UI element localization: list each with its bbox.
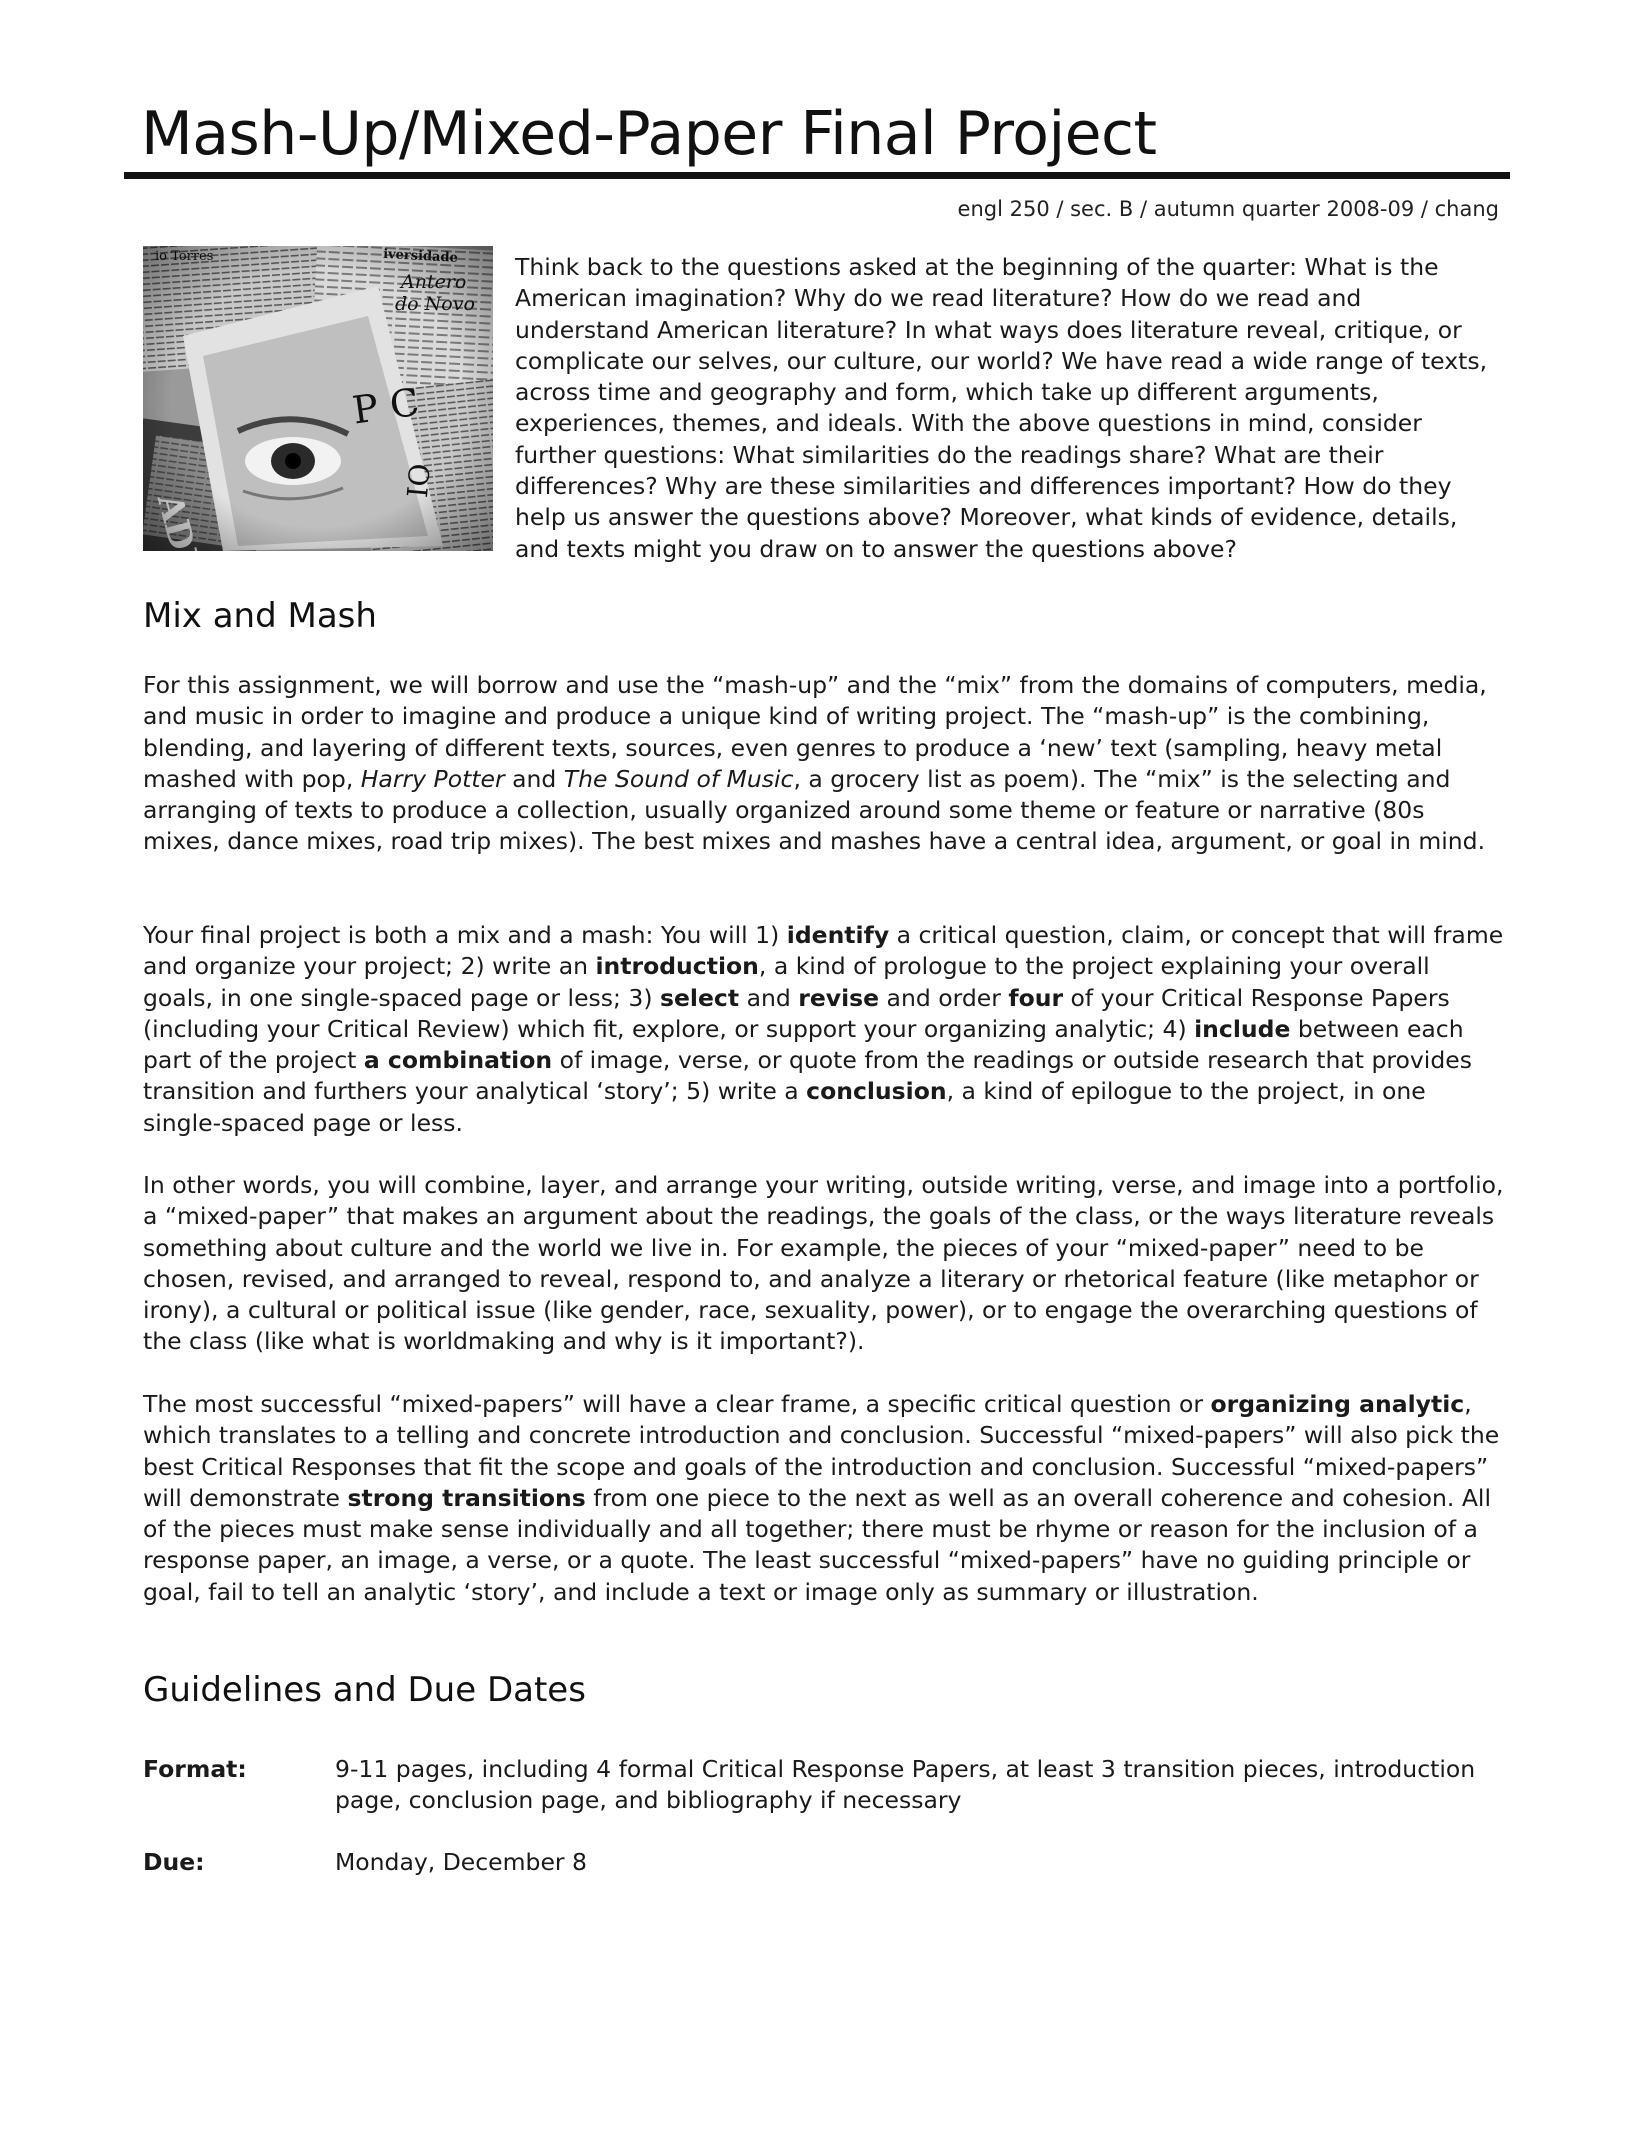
- italic-title: The Sound of Music: [563, 764, 794, 793]
- mix-paragraph-4: [143, 1389, 1505, 1608]
- text-run: , a grocery list as poem). The “mix” is the selecting and arranging of texts to produce a collection, usually organized around some theme or feature or narrative (80s mixes, dance mixes, road trip mixes). The best mixes and mashes have a central idea, argument, or goal in mind.: [143, 764, 1486, 856]
- bold-term: strong transitions: [347, 1483, 586, 1512]
- mix-paragraph-3: In other words, you will combine, layer, and arrange your writing, outside writing, verse, and image into a portfolio, a “mixed-paper” that makes an argument about the readings, the goals of the class, or the ways literature reveals something about culture and the world we live in. For example, the pieces of your “mixed-paper” need to be chosen, revised, and arranged to reveal, respond to, and analyze a literary or rhetorical feature (like metaphor or irony), a cultural or political issue (like gender, race, sexuality, power), or to engage the overarching questions of the class (like what is worldmaking and why is it important?).: [143, 1171, 1504, 1356]
- text-run: of your Critical Response Papers (including your Critical Review) which fit, explore, or support your organizing analytic; 4): [143, 983, 1450, 1043]
- newspaper-collage-image: [143, 246, 493, 551]
- bold-term: select: [660, 983, 740, 1012]
- mix-paragraph-1: [143, 670, 1505, 858]
- text-run: , a kind of prologue to the project explaining your overall goals, in one single-spaced page or less; 3): [143, 952, 1430, 1012]
- text-run: , a kind of epilogue to the project, in one single-spaced page or less.: [143, 1077, 1426, 1137]
- text-run: The most successful “mixed-papers” will have a clear frame, a specific critical question or: [143, 1390, 1211, 1418]
- bold-term: include: [1194, 1014, 1291, 1043]
- bold-term: a combination: [363, 1046, 553, 1075]
- format-value: 9-11 pages, including 4 formal Critical Response Papers, at least 3 transition pieces, introduction page, conclusion page, and bibliography if necessary: [335, 1755, 1476, 1815]
- course-info: engl 250 / sec. B / autumn quarter 2008-09 / chang: [957, 197, 1499, 221]
- section-heading-mix-and-mash: Mix and Mash: [143, 596, 377, 636]
- bold-term: introduction: [595, 952, 759, 981]
- text-run: and: [504, 764, 564, 793]
- due-label: Due:: [143, 1848, 205, 1876]
- text-run: and order: [879, 983, 1009, 1012]
- bold-term: organizing analytic: [1210, 1390, 1465, 1418]
- intro-paragraph: Think back to the questions asked at the beginning of the quarter: What is the American imagination? Why do we read literature? How do we read and understand American literature? In what ways does literature reveal, critique, or complicate our selves, our culture, our world? We have read a wide range of texts, across time and geography and form, which take up different arguments, experiences, themes, and ideals. With the above questions in mind, consider further questions: What similarities do the readings share? What are their differences? Why are these similarities and differences important? How do they help us answer the questions above? Moreover, what kinds of evidence, details, and texts might you draw on to answer the questions above?: [515, 253, 1488, 563]
- due-value: Monday, December 8: [335, 1848, 587, 1876]
- bold-term: identify: [786, 921, 890, 949]
- page-title: Mash-Up/Mixed-Paper Final Project: [141, 99, 1157, 169]
- text-run: a critical question, claim, or concept that will frame and organize your project; 2) write an: [143, 921, 1504, 981]
- bold-term: revise: [798, 983, 880, 1012]
- text-run: Your final project is both a mix and a mash: You will 1): [143, 921, 787, 949]
- text-run: and: [739, 983, 799, 1012]
- section-heading-guidelines: Guidelines and Due Dates: [143, 1670, 586, 1710]
- text-run: , which translates to a telling and concrete introduction and conclusion. Successful “mixed-papers” will also pick the best Critical Responses that fit the scope and goals of the introduction and conclusion. Successful “mixed-papers” will demonstrate: [143, 1390, 1500, 1512]
- title-rule: [124, 172, 1510, 179]
- text-run: For this assignment, we will borrow and use the “mash-up” and the “mix” from the domains of computers, media, and music in order to imagine and produce a unique kind of writing project. The “mash-up” is the combining, blending, and layering of different texts, sources, even genres to produce a ‘new’ text (sampling, heavy metal mashed with pop,: [143, 671, 1487, 793]
- italic-title: Harry Potter: [360, 764, 505, 793]
- mix-paragraph-2: [143, 920, 1505, 1139]
- bold-term: conclusion: [806, 1077, 947, 1106]
- text-run: of image, verse, or quote from the readings or outside research that provides transition and furthers your analytical ‘story’; 5) write a: [143, 1046, 1472, 1106]
- format-label: Format:: [143, 1755, 247, 1783]
- text-run: from one piece to the next as well as an overall coherence and cohesion. All of the pieces must make sense individually and all together; there must be rhyme or reason for the inclusion of a response paper, an image, a verse, or a quote. The least successful “mixed-papers” have no guiding principle or goal, fail to tell an analytic ‘story’, and include a text or image only as summary or illustration.: [143, 1483, 1491, 1606]
- bold-term: four: [1008, 983, 1064, 1012]
- text-run: between each part of the project: [143, 1014, 1464, 1075]
